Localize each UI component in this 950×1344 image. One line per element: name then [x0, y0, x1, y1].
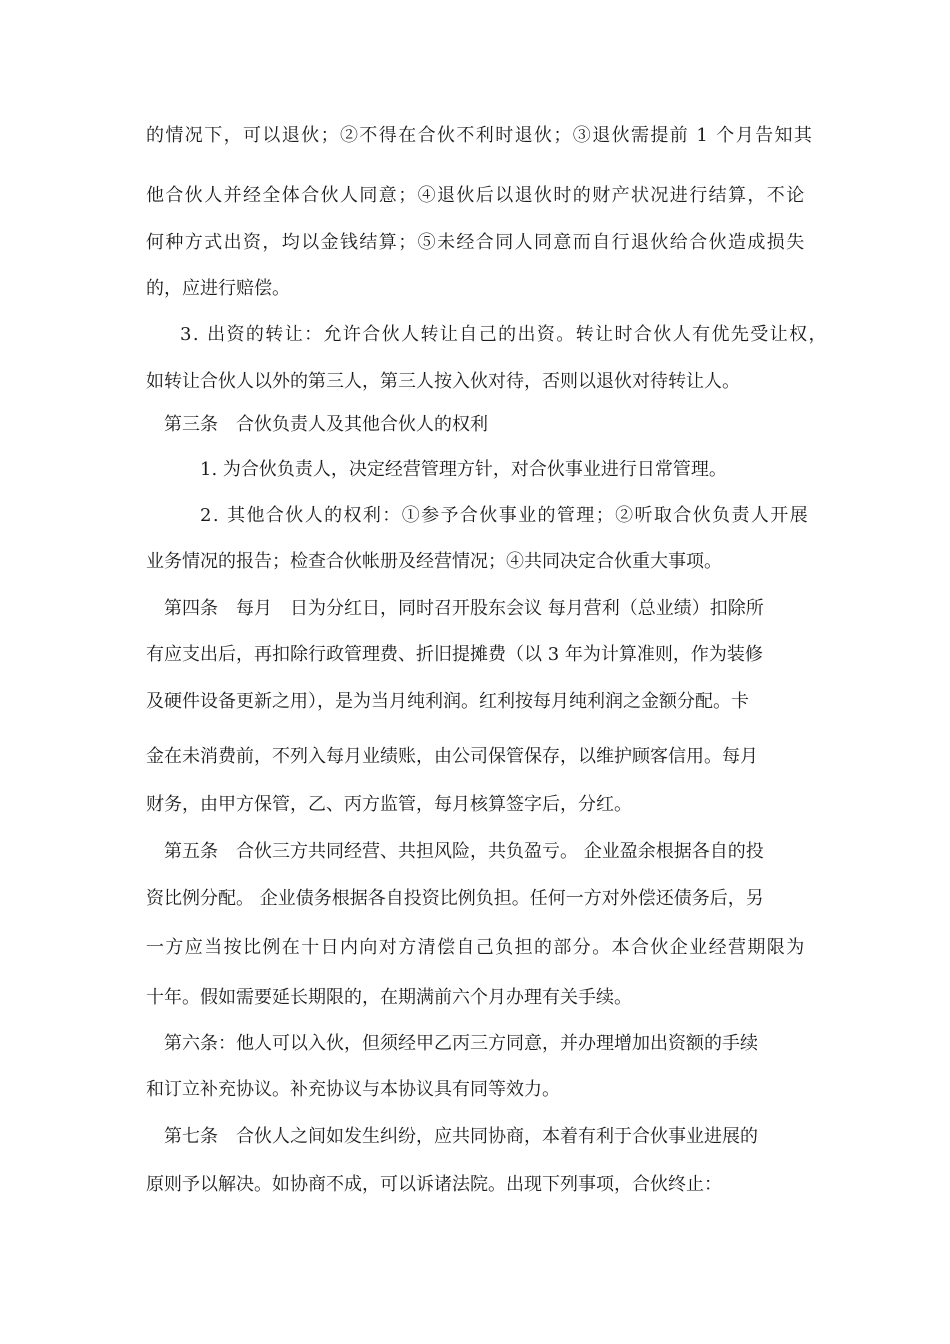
text-line: 十年。假如需要延长期限的，在期满前六个月办理有关手续。: [146, 987, 632, 1008]
text-line: 一方应当按比例在十日内向对方清偿自己负担的部分。本合伙企业经营期限为: [146, 937, 806, 958]
text-line: 有应支出后，再扣除行政管理费、折旧提摊费（以 3 年为计算准则，作为装修: [146, 644, 763, 665]
text-line: 财务，由甲方保管，乙、丙方监管，每月核算签字后，分红。: [146, 794, 632, 815]
text-line: 资比例分配。 企业债务根据各自投资比例负担。任何一方对外偿还债务后，另: [146, 888, 764, 909]
text-line: 何种方式出资，均以金钱结算；⑤未经合同人同意而自行退伙给合伙造成损失: [146, 232, 806, 253]
text-line: 金在未消费前，不列入每月业绩账，由公司保管保存，以维护顾客信用。每月: [146, 746, 758, 767]
text-line: 如转让合伙人以外的第三人，第三人按入伙对待，否则以退伙对待转让人。: [146, 371, 740, 392]
text-line: 3. 出资的转让：允许合伙人转让自己的出资。转让时合伙人有优先受让权，: [180, 324, 828, 345]
text-line: 业务情况的报告；检查合伙帐册及经营情况；④共同决定合伙重大事项。: [146, 551, 722, 572]
text-line: 2. 其他合伙人的权利：①参予合伙事业的管理；②听取合伙负责人开展: [200, 505, 810, 526]
text-line: 原则予以解决。如协商不成，可以诉诸法院。出现下列事项，合伙终止：: [146, 1174, 722, 1195]
text-line: 第六条：他人可以入伙，但须经甲乙丙三方同意，并办理增加出资额的手续: [164, 1033, 758, 1054]
text-line: 的情况下，可以退伙；②不得在合伙不利时退伙；③退伙需提前 1 个月告知其: [146, 125, 814, 146]
section-heading: 第三条 合伙负责人及其他合伙人的权利: [164, 414, 488, 435]
text-line: 的，应进行赔偿。: [146, 278, 290, 299]
text-line: 第五条 合伙三方共同经营、共担风险，共负盈亏。 企业盈余根据各自的投: [164, 841, 764, 862]
text-line: 和订立补充协议。补充协议与本协议具有同等效力。: [146, 1079, 560, 1100]
text-line: 及硬件设备更新之用），是为当月纯利润。红利按每月纯利润之金额分配。卡: [146, 691, 749, 712]
text-line: 第四条 每月 日为分红日，同时召开股东会议 每月营利（总业绩）扣除所: [164, 598, 764, 619]
text-line: 1. 为合伙负责人，决定经营管理方针，对合伙事业进行日常管理。: [200, 459, 727, 480]
text-line: 第七条 合伙人之间如发生纠纷，应共同协商，本着有利于合伙事业进展的: [164, 1126, 758, 1147]
text-line: 他合伙人并经全体合伙人同意；④退伙后以退伙时的财产状况进行结算，不论: [146, 185, 806, 206]
